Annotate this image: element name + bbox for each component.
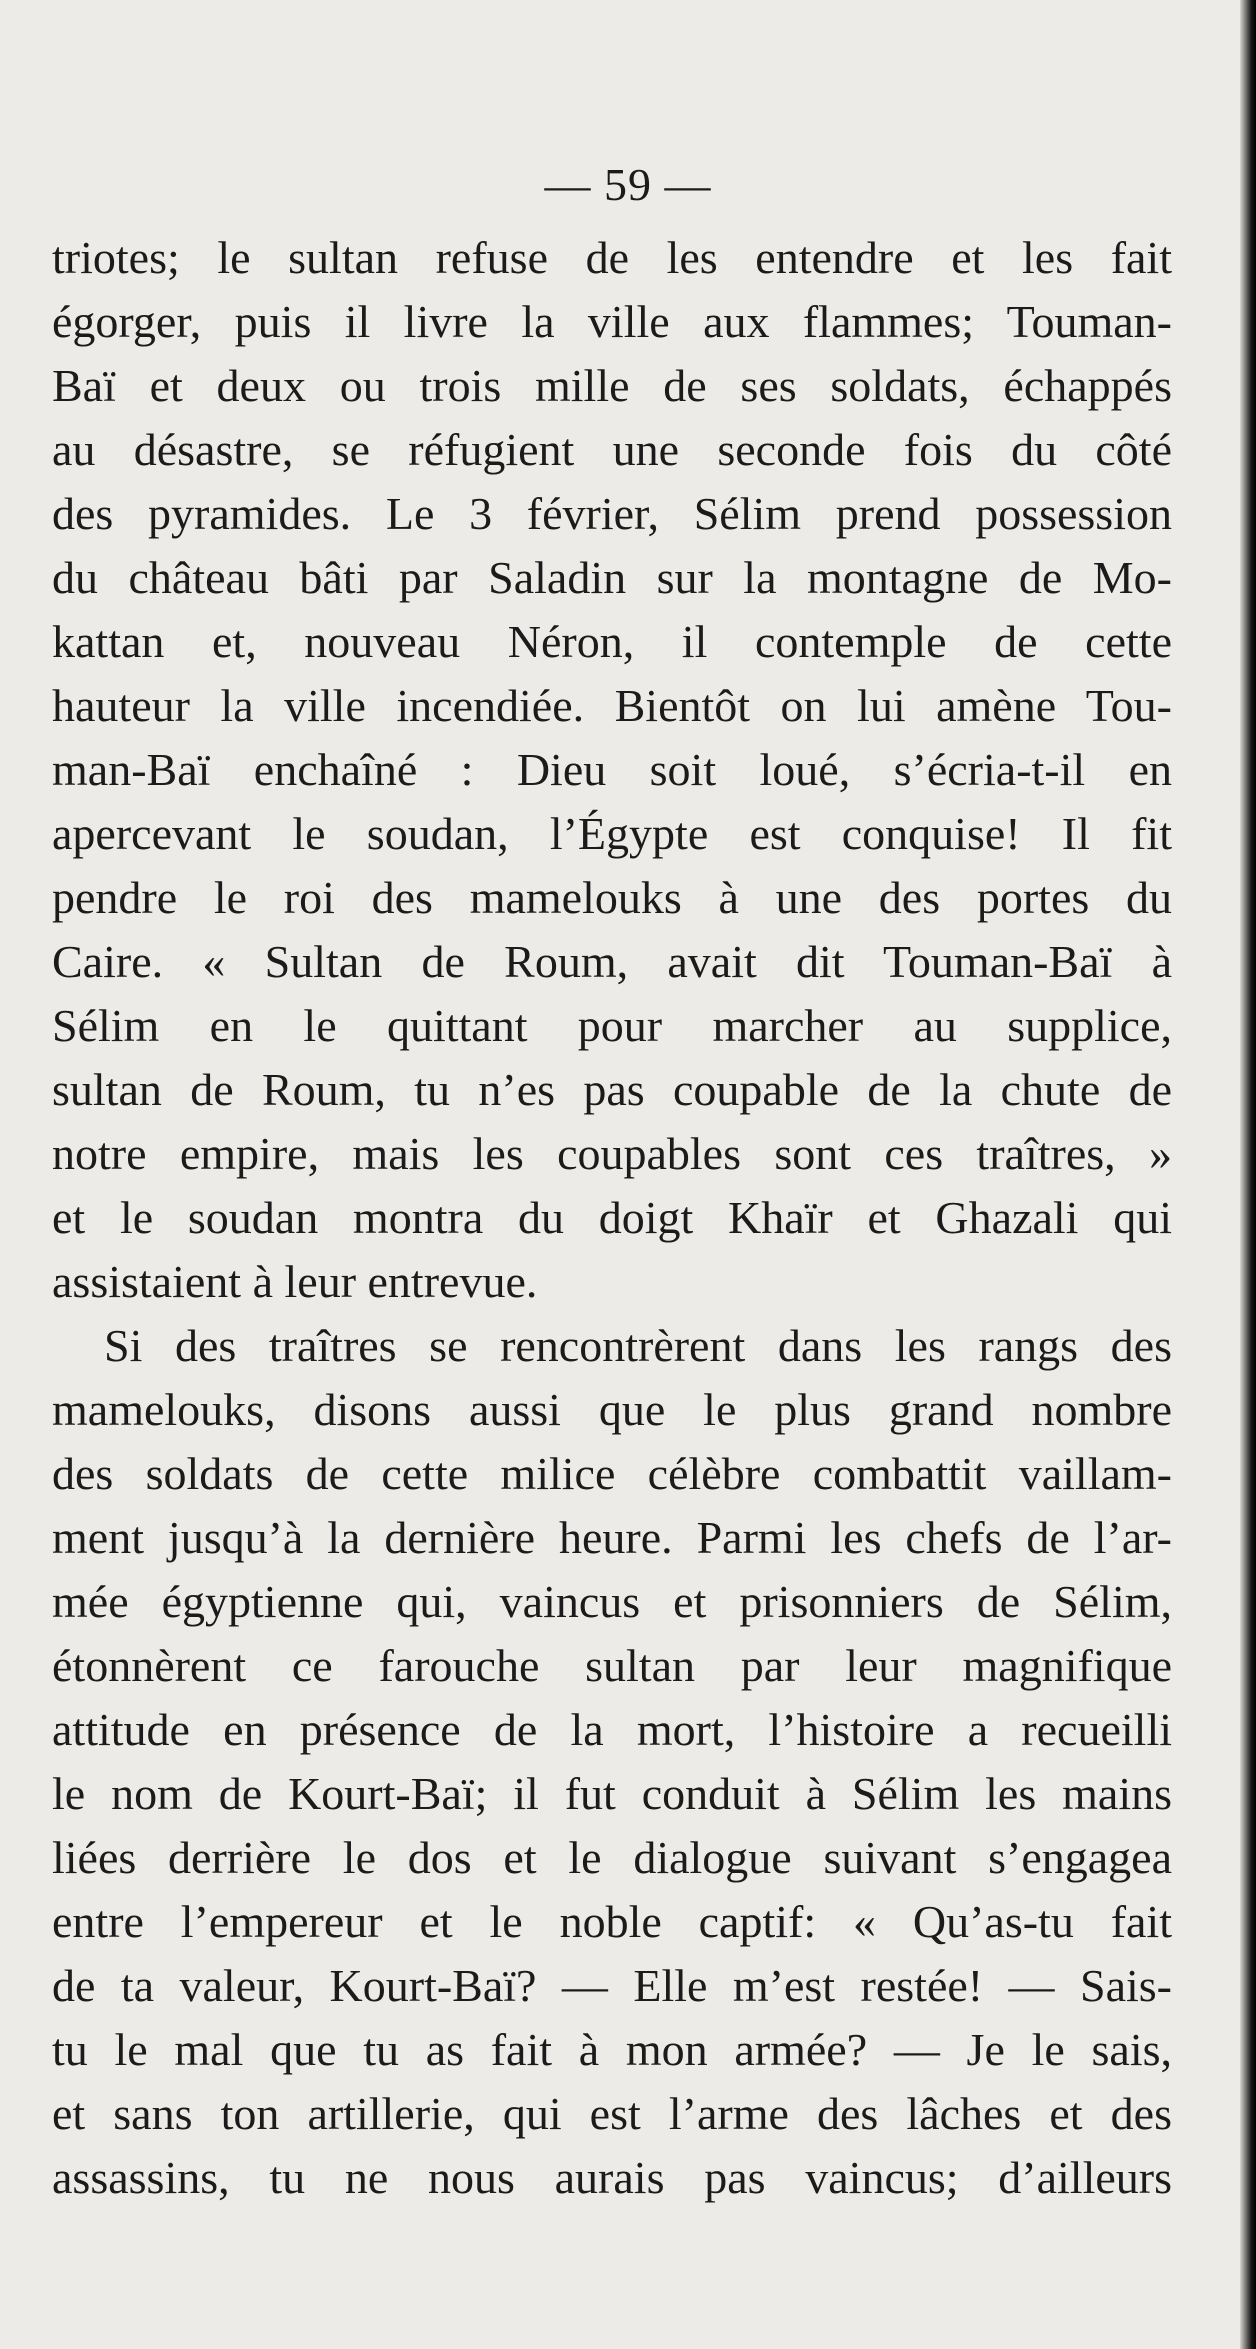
page-number-header: — 59 — — [544, 159, 712, 210]
paragraph-2 — [52, 1314, 1172, 2210]
text-line: attitude en présence de la mort, l’histoire a recueilli — [52, 1704, 1172, 1755]
text-line: triotes; le sultan refuse de les entendre et les fait — [52, 232, 1172, 283]
text-line: hauteur la ville incendiée. Bientôt on lui amène Tou- — [52, 680, 1172, 731]
text-line: des pyramides. Le 3 février, Sélim prend possession — [52, 488, 1172, 539]
text-line: et le soudan montra du doigt Khaïr et Ghazali qui — [52, 1192, 1172, 1243]
text-line: au désastre, se réfugient une seconde fois du côté — [52, 424, 1172, 475]
text-line: égorger, puis il livre la ville aux flammes; Touman- — [52, 296, 1172, 347]
text-line: ment jusqu’à la dernière heure. Parmi les chefs de l’ar- — [52, 1512, 1172, 1563]
text-line: Si des traîtres se rencontrèrent dans les rangs des — [104, 1320, 1172, 1371]
text-line: mamelouks, disons aussi que le plus grand nombre — [52, 1384, 1172, 1435]
text-line: mée égyptienne qui, vaincus et prisonniers de Sélim, — [52, 1576, 1172, 1627]
text-line: et sans ton artillerie, qui est l’arme des lâches et des — [52, 2088, 1172, 2139]
text-line: kattan et, nouveau Néron, il contemple de cette — [52, 616, 1172, 667]
text-line: Sélim en le quittant pour marcher au supplice, — [52, 1000, 1172, 1051]
text-line: assassins, tu ne nous aurais pas vaincus; d’ailleurs — [52, 2152, 1172, 2203]
text-line: apercevant le soudan, l’Égypte est conquise! Il fit — [52, 808, 1172, 859]
text-line: des soldats de cette milice célèbre combattit vaillam- — [52, 1448, 1172, 1499]
text-line: assistaient à leur entrevue. — [52, 1256, 538, 1307]
text-line: le nom de Kourt-Baï; il fut conduit à Sélim les mains — [52, 1768, 1172, 1819]
text-line: sultan de Roum, tu n’es pas coupable de la chute de — [52, 1064, 1172, 1115]
text-line: étonnèrent ce farouche sultan par leur magnifique — [52, 1640, 1172, 1691]
text-line: tu le mal que tu as fait à mon armée? — Je le sais, — [52, 2024, 1172, 2075]
text-line: entre l’empereur et le noble captif: « Qu’as-tu fait — [52, 1896, 1172, 1947]
body-text — [52, 226, 1172, 2210]
text-line: du château bâti par Saladin sur la montagne de Mo- — [52, 552, 1172, 603]
text-line: liées derrière le dos et le dialogue suivant s’engagea — [52, 1832, 1172, 1883]
text-line: man-Baï enchaîné : Dieu soit loué, s’écria-t-il en — [52, 744, 1172, 795]
text-line: Caire. « Sultan de Roum, avait dit Touman-Baï à — [52, 936, 1172, 987]
text-line: de ta valeur, Kourt-Baï? — Elle m’est restée! — Sais- — [52, 1960, 1172, 2011]
text-line: Baï et deux ou trois mille de ses soldats, échappés — [52, 360, 1172, 411]
text-line: pendre le roi des mamelouks à une des portes du — [52, 872, 1172, 923]
page-edge-shadow — [1240, 0, 1256, 2349]
text-line: notre empire, mais les coupables sont ces traîtres, » — [52, 1128, 1172, 1179]
paragraph-1 — [52, 226, 1172, 1314]
